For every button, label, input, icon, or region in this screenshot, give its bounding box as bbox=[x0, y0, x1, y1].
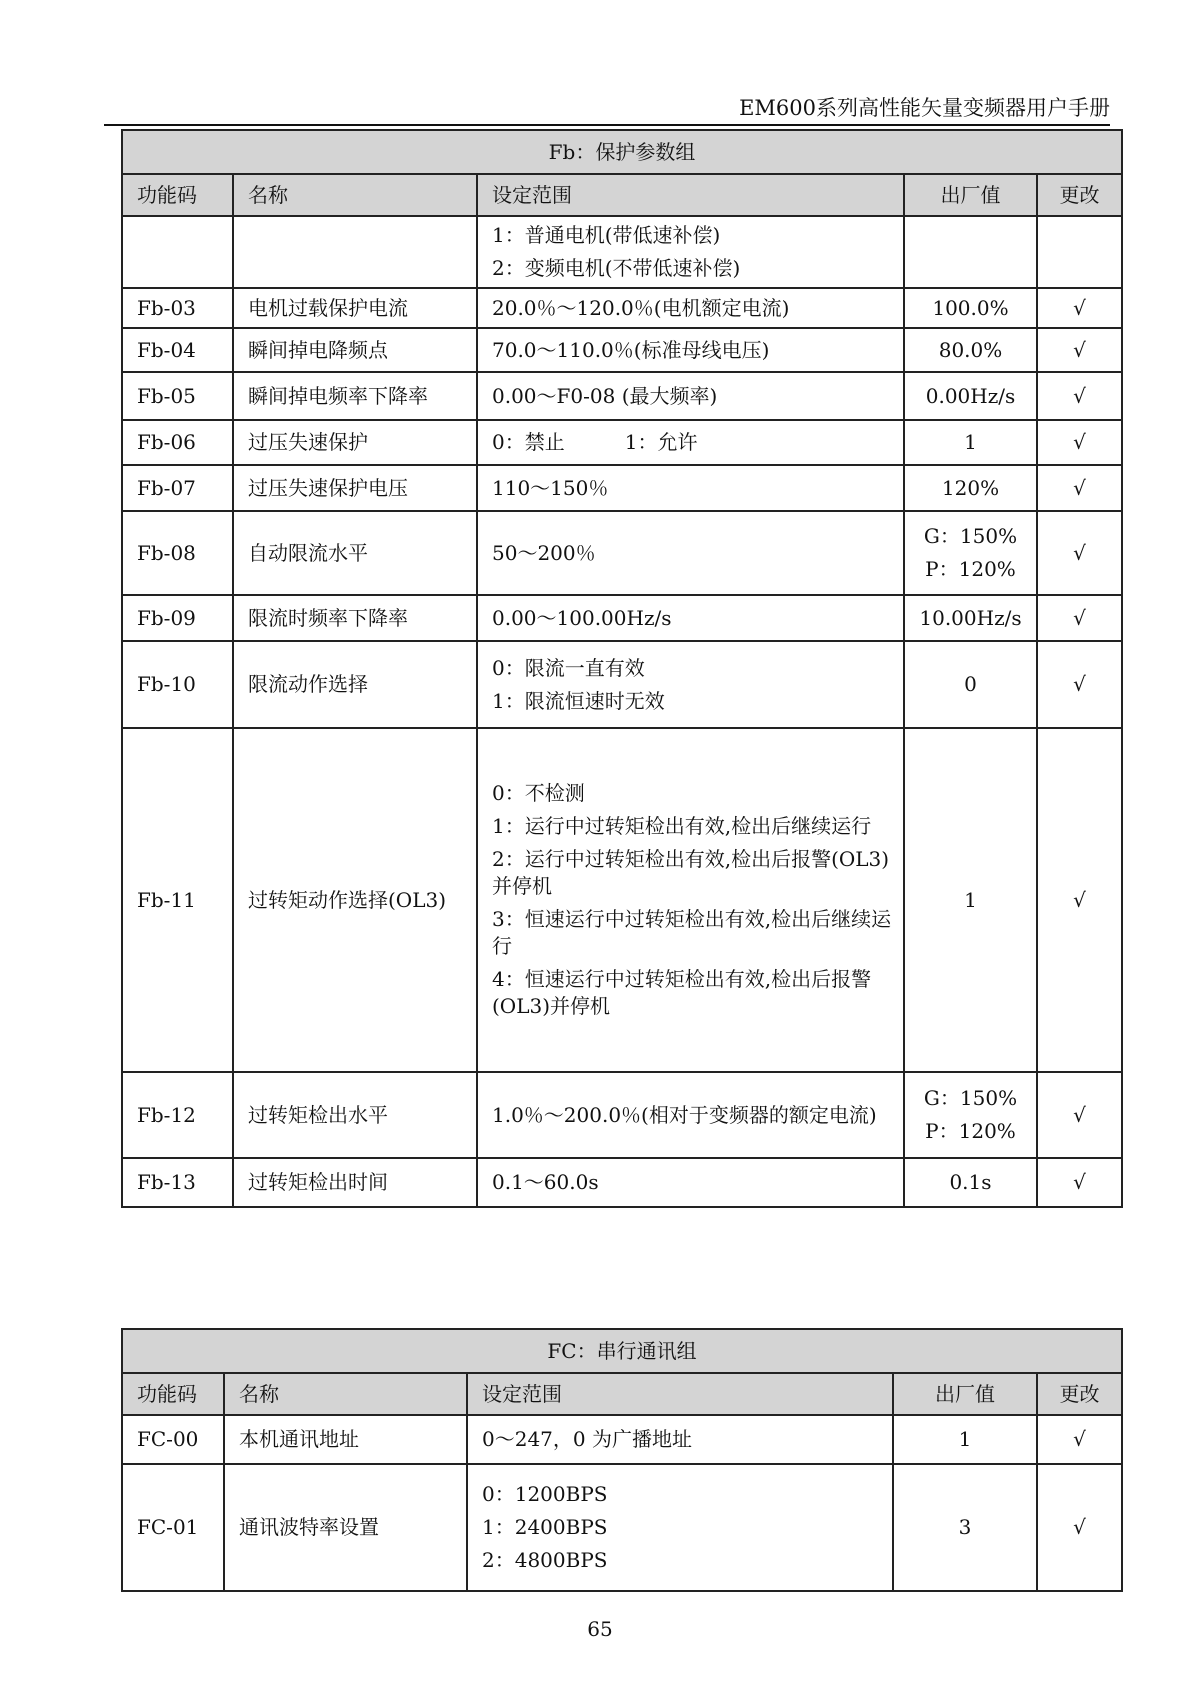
param-range bbox=[477, 1158, 904, 1207]
column-header-default: 出厂值 bbox=[893, 1373, 1037, 1415]
param-default bbox=[893, 1415, 1037, 1464]
param-range bbox=[477, 511, 904, 595]
default-value-line: 1 bbox=[964, 430, 977, 454]
param-name: 电机过载保护电流 bbox=[233, 288, 477, 328]
param-name: 限流时频率下降率 bbox=[233, 595, 477, 641]
range-line: 70.0～110.0％(标准母线电压) bbox=[492, 337, 770, 362]
column-header-range: 设定范围 bbox=[477, 174, 904, 216]
table-group-title: FC：串行通讯组 bbox=[122, 1329, 1122, 1373]
range-line: 1：限流恒速时无效 bbox=[492, 688, 665, 713]
param-range bbox=[477, 420, 904, 465]
param-code: Fb-10 bbox=[122, 641, 233, 728]
serial-communication-table bbox=[121, 1328, 1123, 1592]
default-value-line: 3 bbox=[958, 1515, 972, 1539]
param-change-mark: √ bbox=[1037, 288, 1122, 328]
column-header-change: 更改 bbox=[1037, 1373, 1122, 1415]
column-header-name: 名称 bbox=[224, 1373, 467, 1415]
range-line: 0：禁止 1：允许 bbox=[492, 430, 698, 454]
range-line: 0：限流一直有效 bbox=[492, 655, 645, 680]
table-row bbox=[122, 216, 1122, 288]
default-value-line: 100.0% bbox=[932, 295, 1009, 320]
param-code: Fb-13 bbox=[122, 1158, 233, 1207]
param-default bbox=[904, 1158, 1037, 1207]
param-default bbox=[904, 728, 1037, 1072]
param-name bbox=[233, 216, 477, 288]
default-value-line bbox=[905, 249, 1036, 255]
column-header-code: 功能码 bbox=[122, 1373, 224, 1415]
param-change-mark: √ bbox=[1037, 420, 1122, 465]
table-row bbox=[122, 372, 1122, 420]
param-name: 过转矩检出时间 bbox=[233, 1158, 477, 1207]
default-value-line: G：150% bbox=[923, 1086, 1018, 1110]
table-row bbox=[122, 328, 1122, 372]
range-line: 110～150％ bbox=[492, 475, 609, 500]
param-name: 过压失速保护 bbox=[233, 420, 477, 465]
param-code: Fb-12 bbox=[122, 1072, 233, 1158]
header-divider bbox=[104, 124, 1110, 126]
column-header-default: 出厂值 bbox=[904, 174, 1037, 216]
param-code: FC-01 bbox=[122, 1464, 224, 1591]
default-value-line: G：150% bbox=[923, 524, 1018, 548]
table-row bbox=[122, 1158, 1122, 1207]
param-code: Fb-06 bbox=[122, 420, 233, 465]
param-change-mark: √ bbox=[1037, 595, 1122, 641]
param-code: Fb-03 bbox=[122, 288, 233, 328]
param-change-mark: √ bbox=[1037, 372, 1122, 420]
param-name: 本机通讯地址 bbox=[224, 1415, 467, 1464]
manual-title: EM600系列高性能矢量变频器用户手册 bbox=[739, 96, 1110, 120]
table-row bbox=[122, 1464, 1122, 1591]
param-code: Fb-07 bbox=[122, 465, 233, 511]
table-row bbox=[122, 595, 1122, 641]
range-line: 3：恒速运行中过转矩检出有效,检出后继续运行 bbox=[492, 907, 892, 958]
default-value-line: 0 bbox=[964, 672, 977, 696]
param-range bbox=[477, 372, 904, 420]
range-line: 0：1200BPS bbox=[482, 1482, 608, 1506]
param-default bbox=[904, 420, 1037, 465]
param-default bbox=[904, 465, 1037, 511]
range-line: 1：运行中过转矩检出有效,检出后继续运行 bbox=[492, 814, 872, 838]
column-header-code: 功能码 bbox=[122, 174, 233, 216]
range-line: 2：变频电机(不带低速补偿) bbox=[492, 256, 741, 280]
param-code bbox=[122, 216, 233, 288]
range-line: 1：2400BPS bbox=[482, 1515, 608, 1539]
table-row bbox=[122, 465, 1122, 511]
param-change-mark: √ bbox=[1037, 728, 1122, 1072]
param-default bbox=[904, 372, 1037, 420]
default-value-line: 80.0% bbox=[938, 337, 1003, 362]
range-line: 0.00～F0-08 (最大频率) bbox=[492, 383, 718, 408]
param-name: 自动限流水平 bbox=[233, 511, 477, 595]
param-range bbox=[477, 728, 904, 1072]
param-name: 瞬间掉电降频点 bbox=[233, 328, 477, 372]
param-change-mark: √ bbox=[1037, 1415, 1122, 1464]
column-header-range: 设定范围 bbox=[467, 1373, 893, 1415]
table-row bbox=[122, 1415, 1122, 1464]
range-line: 20.0％～120.0％(电机额定电流) bbox=[492, 295, 790, 320]
param-name: 过压失速保护电压 bbox=[233, 465, 477, 511]
param-change-mark bbox=[1037, 216, 1122, 288]
table-row bbox=[122, 728, 1122, 1072]
param-default bbox=[904, 216, 1037, 288]
param-default bbox=[904, 1072, 1037, 1158]
param-default bbox=[904, 288, 1037, 328]
param-code: Fb-11 bbox=[122, 728, 233, 1072]
range-line: 2：4800BPS bbox=[482, 1548, 608, 1572]
range-line: 50～200％ bbox=[492, 540, 596, 565]
param-range bbox=[477, 216, 904, 288]
param-range bbox=[477, 328, 904, 372]
param-range bbox=[477, 595, 904, 641]
column-header-name: 名称 bbox=[233, 174, 477, 216]
param-default bbox=[904, 595, 1037, 641]
default-value-line: 120% bbox=[941, 475, 1000, 500]
param-change-mark: √ bbox=[1037, 1464, 1122, 1591]
param-change-mark: √ bbox=[1037, 511, 1122, 595]
table-row bbox=[122, 420, 1122, 465]
param-name: 过转矩检出水平 bbox=[233, 1072, 477, 1158]
protection-parameter-table bbox=[121, 129, 1123, 1208]
default-value-line: 1 bbox=[964, 887, 977, 912]
param-range bbox=[477, 641, 904, 728]
default-value-line: 0.1s bbox=[949, 1170, 992, 1194]
page-number: 65 bbox=[587, 1617, 613, 1641]
table-row bbox=[122, 641, 1122, 728]
range-line: 1：普通电机(带低速补偿) bbox=[492, 223, 721, 247]
table-row bbox=[122, 1072, 1122, 1158]
range-line: 0～247，0 为广播地址 bbox=[482, 1427, 692, 1451]
range-line: 0.1～60.0s bbox=[492, 1170, 599, 1194]
param-range bbox=[467, 1464, 893, 1591]
table-row bbox=[122, 511, 1122, 595]
default-value-line: 10.00Hz/s bbox=[919, 605, 1022, 630]
range-line: 0：不检测 bbox=[492, 781, 585, 805]
range-line: 4：恒速运行中过转矩检出有效,检出后报警(OL3)并停机 bbox=[492, 967, 872, 1018]
default-value-line: P：120% bbox=[925, 557, 1016, 581]
range-line: 2：运行中过转矩检出有效,检出后报警(OL3)并停机 bbox=[492, 847, 890, 898]
default-value-line: P：120% bbox=[925, 1119, 1016, 1143]
param-name: 通讯波特率设置 bbox=[224, 1464, 467, 1591]
param-code: Fb-04 bbox=[122, 328, 233, 372]
param-code: Fb-09 bbox=[122, 595, 233, 641]
param-code: FC-00 bbox=[122, 1415, 224, 1464]
param-default bbox=[893, 1464, 1037, 1591]
param-default bbox=[904, 328, 1037, 372]
param-code: Fb-08 bbox=[122, 511, 233, 595]
param-range bbox=[467, 1415, 893, 1464]
range-line: 1.0％～200.0％(相对于变频器的额定电流) bbox=[492, 1102, 877, 1127]
default-value-line: 0.00Hz/s bbox=[925, 383, 1016, 408]
param-change-mark: √ bbox=[1037, 1158, 1122, 1207]
param-change-mark: √ bbox=[1037, 328, 1122, 372]
default-value-line: 1 bbox=[958, 1427, 972, 1451]
param-range bbox=[477, 465, 904, 511]
param-default bbox=[904, 641, 1037, 728]
param-change-mark: √ bbox=[1037, 1072, 1122, 1158]
param-name: 限流动作选择 bbox=[233, 641, 477, 728]
param-range bbox=[477, 288, 904, 328]
param-name: 过转矩动作选择(OL3) bbox=[233, 728, 477, 1072]
table-group-title: Fb：保护参数组 bbox=[122, 130, 1122, 174]
param-code: Fb-05 bbox=[122, 372, 233, 420]
column-header-change: 更改 bbox=[1037, 174, 1122, 216]
param-range bbox=[477, 1072, 904, 1158]
param-default bbox=[904, 511, 1037, 595]
table-row bbox=[122, 288, 1122, 328]
param-name: 瞬间掉电频率下降率 bbox=[233, 372, 477, 420]
param-change-mark: √ bbox=[1037, 641, 1122, 728]
param-change-mark: √ bbox=[1037, 465, 1122, 511]
range-line: 0.00～100.00Hz/s bbox=[492, 605, 672, 630]
